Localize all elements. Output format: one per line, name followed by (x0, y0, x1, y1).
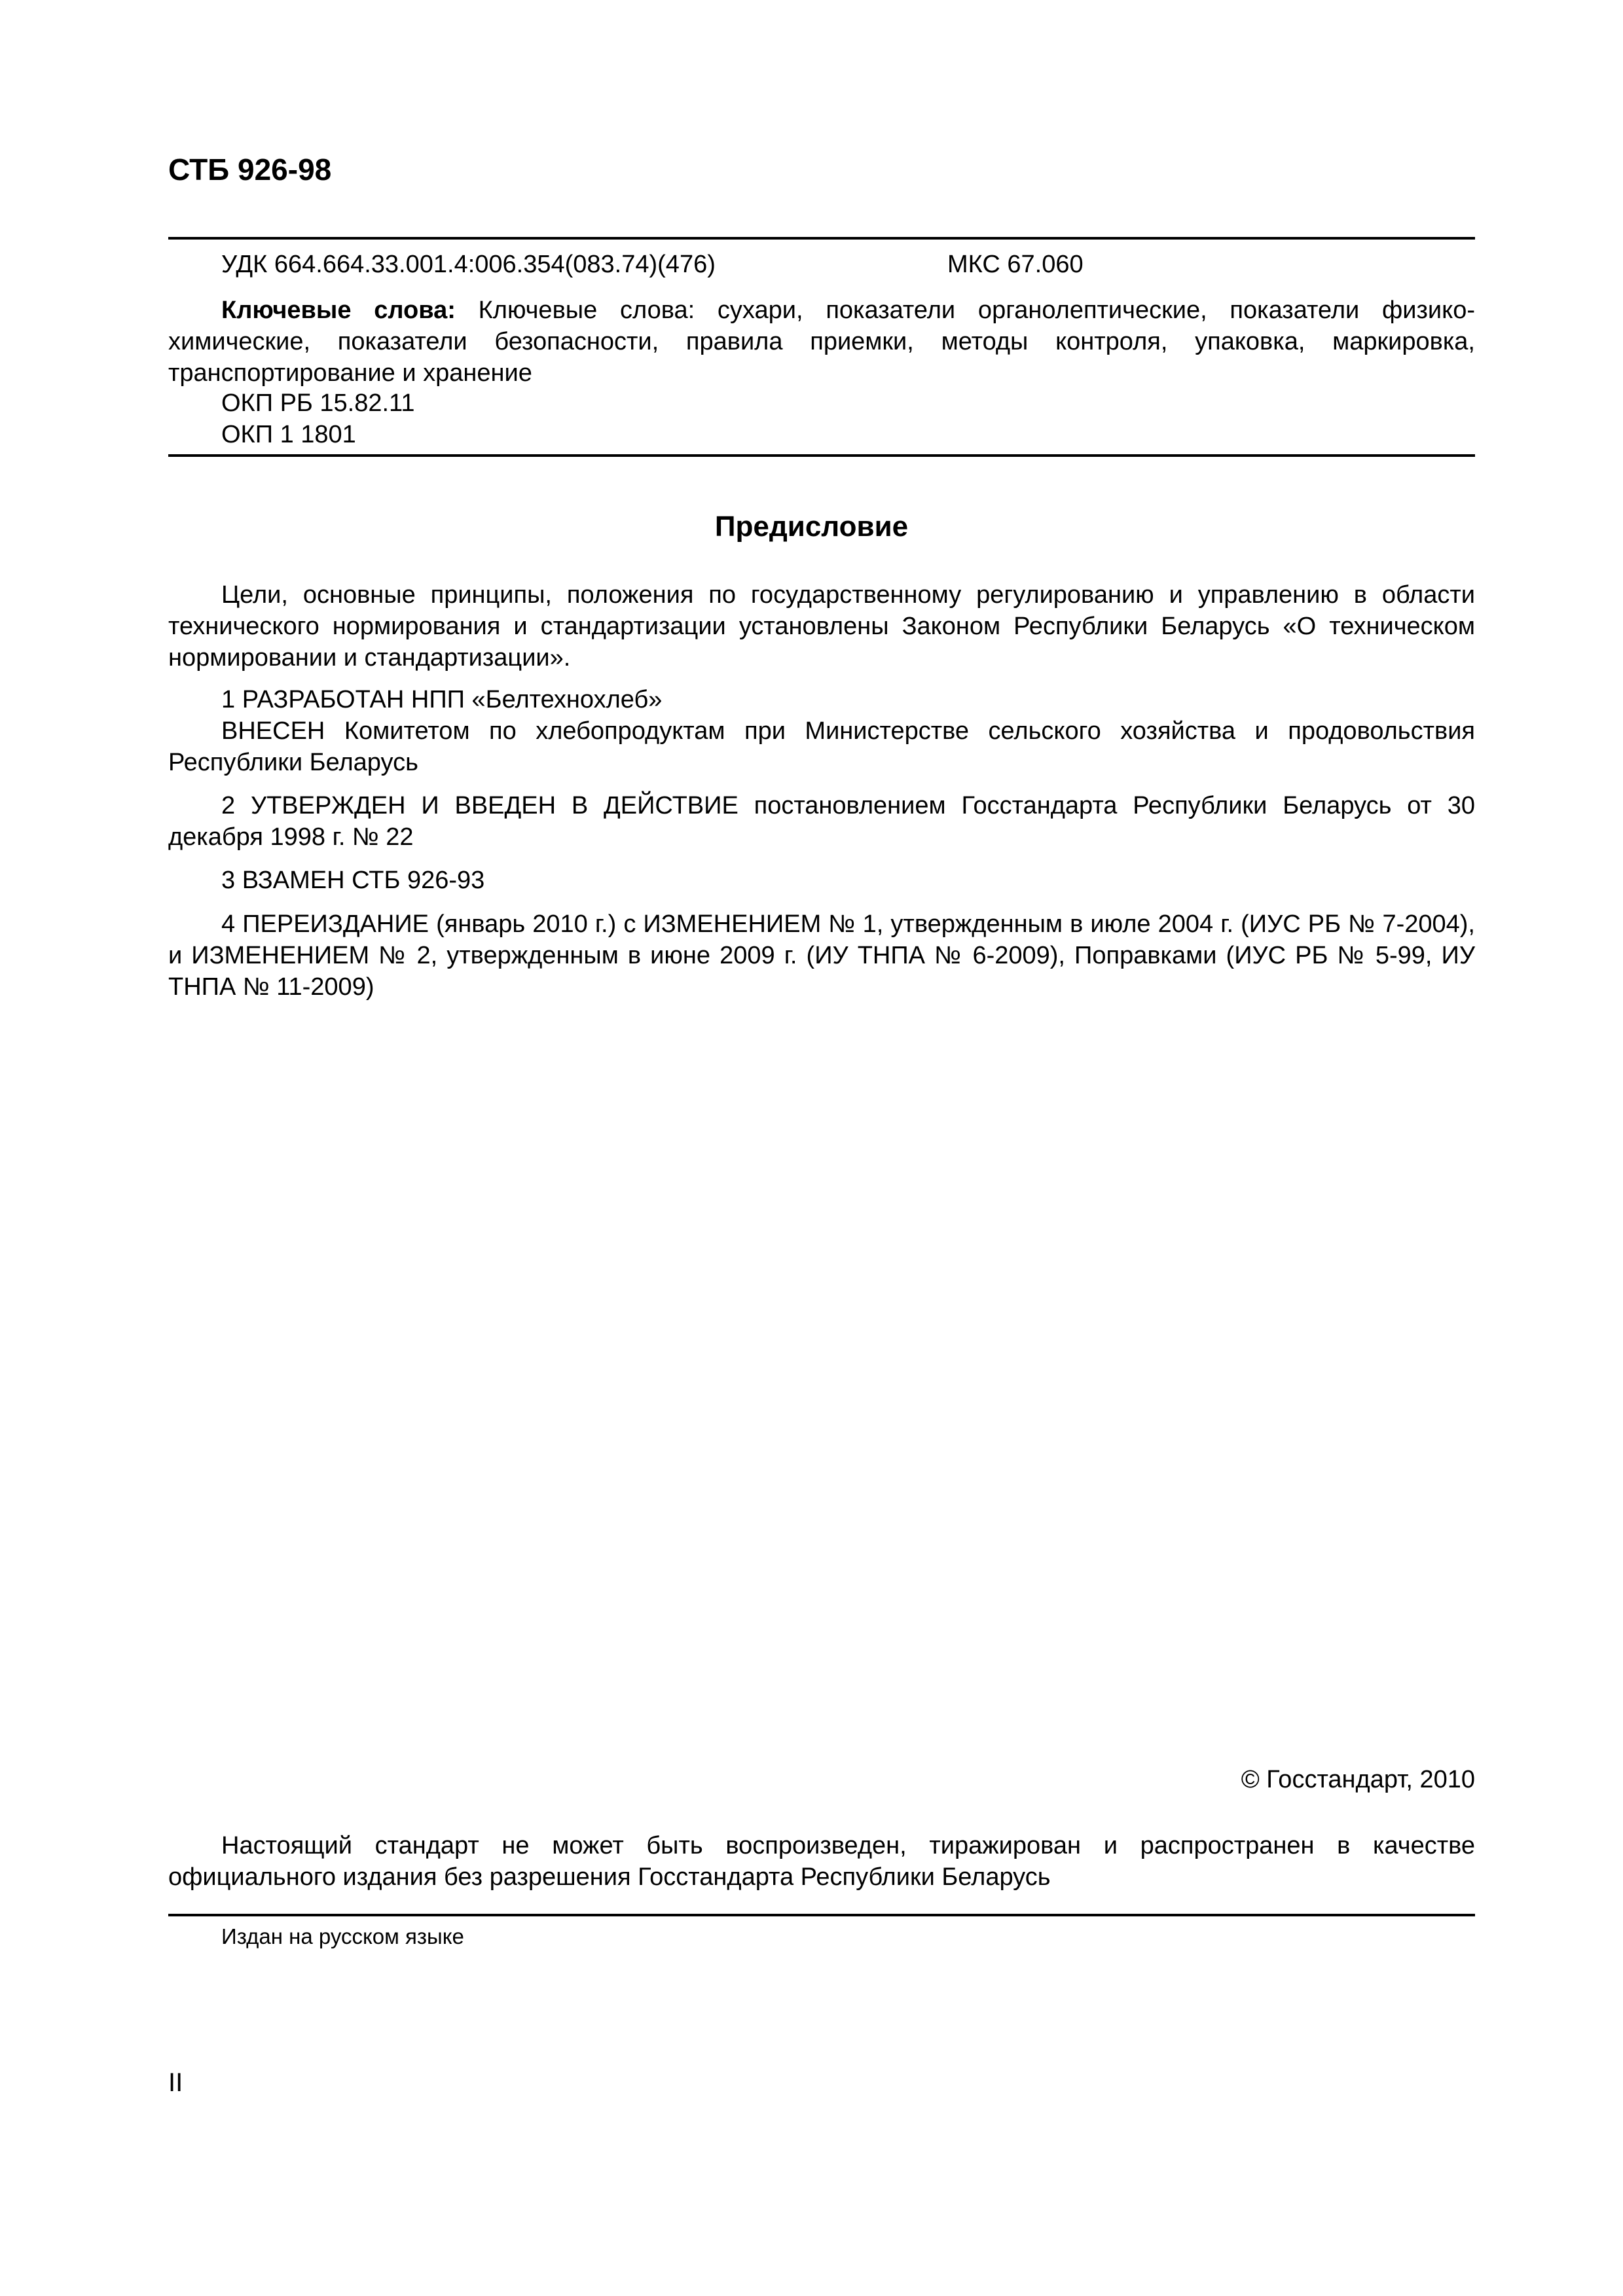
preface-item-1-introduced: ВНЕСЕН Комитетом по хлебопродуктам при Министерстве сельского хозяйства и продовольствия Республики Беларусь (168, 717, 1475, 776)
language-note: Издан на русском языке (221, 1924, 464, 1948)
udk-code: УДК 664.664.33.001.4:006.354(083.74)(476) (221, 251, 716, 278)
okp-rb-code: ОКП РБ 15.82.11 (221, 389, 415, 417)
top-rule (168, 237, 1475, 240)
keywords-paragraph (168, 295, 1475, 389)
keywords-text: Ключевые слова: сухари, показатели органолептические, показатели физико-химические, показатели безопасности, правила приемки, методы контроля, упаковка, маркировка, транспортирование и хранение (168, 296, 1475, 387)
preface-item-2: 2 УТВЕРЖДЕН И ВВЕДЕН В ДЕЙСТВИЕ постановлением Госстандарта Республики Беларусь от 30 декабря 1998 г. № 22 (168, 792, 1475, 851)
preface-item-1: 1 РАЗРАБОТАН НПП «Белтехнохлеб» (221, 686, 663, 713)
standard-code: СТБ 926-98 (168, 152, 332, 187)
keywords-label: Ключевые слова: (221, 296, 456, 324)
preface-item-3: 3 ВЗАМЕН СТБ 926-93 (221, 867, 485, 894)
preface-intro: Цели, основные принципы, положения по государственному регулированию и управлению в области технического нормирования и стандартизации установлены Законом Республики Беларусь «О техническом нормировании и стандартизации». (168, 581, 1475, 672)
page-number: II (168, 2068, 183, 2097)
reproduction-notice: Настоящий стандарт не может быть воспроизведен, тиражирован и распространен в качестве официального издания без разрешения Госстандарта Республики Беларусь (168, 1832, 1475, 1891)
preface-item-4: 4 ПЕРЕИЗДАНИЕ (январь 2010 г.) с ИЗМЕНЕНИЕМ № 1, утвержденным в июле 2004 г. (ИУС РБ № 7-2004), и ИЗМЕНЕНИЕМ № 2, утвержденным в июне 2009 г. (ИУ ТНПА № 6-2009), Поправками (ИУС РБ № 5-99, ИУ ТНПА № 11-2009) (168, 910, 1475, 1001)
footer-rule (168, 1914, 1475, 1916)
copyright: © Госстандарт, 2010 (1241, 1766, 1475, 1793)
preface-title: Предисловие (714, 511, 909, 543)
mks-code: МКС 67.060 (947, 251, 1084, 278)
okp-code: ОКП 1 1801 (221, 421, 356, 448)
classification-bottom-rule (168, 454, 1475, 457)
